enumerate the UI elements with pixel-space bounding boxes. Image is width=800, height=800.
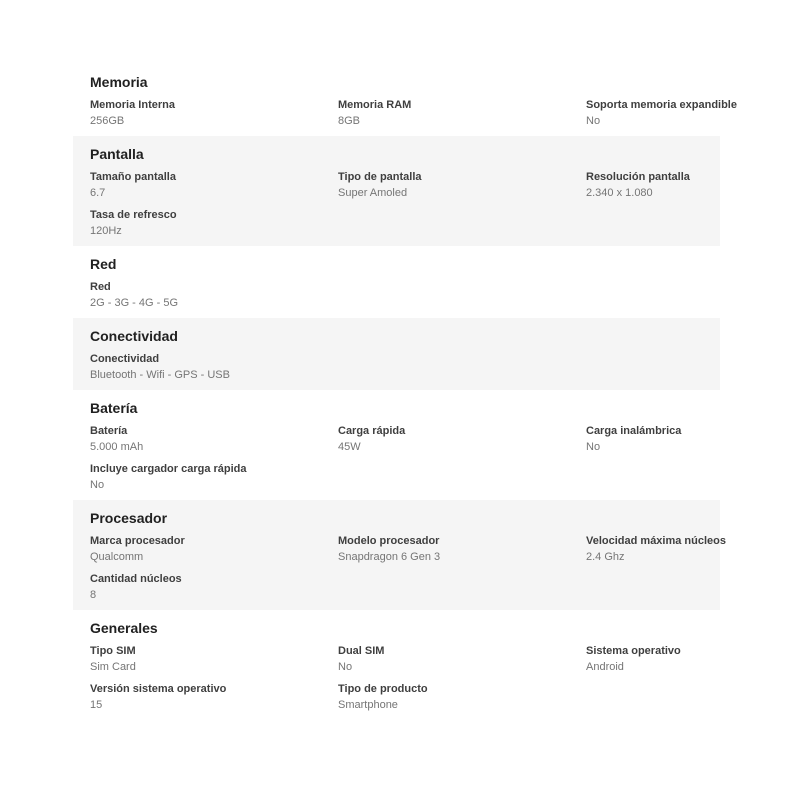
- section-procesador: [73, 500, 727, 610]
- spec-value: Qualcomm: [90, 551, 144, 563]
- section-title-pantalla: Pantalla: [90, 146, 144, 162]
- spec-grid-pantalla: [90, 170, 714, 246]
- spec-label: Tipo SIM: [90, 645, 136, 657]
- spec-conectividad: [90, 352, 338, 382]
- spec-value: 256GB: [90, 115, 125, 127]
- spec-label: Red: [90, 281, 111, 293]
- spec-tipo-pantalla: [338, 170, 586, 200]
- spec-modelo-procesador: [338, 534, 586, 564]
- spec-memoria-expandible: [586, 98, 737, 128]
- spec-label: Soporta memoria expandible: [586, 99, 737, 111]
- section-title-red: Red: [90, 256, 117, 272]
- spec-marca-procesador: [90, 534, 338, 564]
- spec-grid-conectividad: [90, 352, 714, 390]
- spec-carga-rapida: [338, 424, 586, 454]
- product-specs-panel: [73, 64, 737, 720]
- spec-label: Modelo procesador: [338, 535, 440, 547]
- spec-label: Resolución pantalla: [586, 171, 690, 183]
- spec-grid-generales: [90, 644, 714, 720]
- spec-value: 8GB: [338, 115, 361, 127]
- spec-version-sistema-operativo: [90, 682, 338, 712]
- spec-value: Bluetooth - Wifi - GPS - USB: [90, 369, 230, 381]
- spec-resolucion-pantalla: [586, 170, 714, 200]
- spec-memoria-ram: [338, 98, 586, 128]
- spec-label: Cantidad núcleos: [90, 573, 182, 585]
- spec-tamano-pantalla: [90, 170, 338, 200]
- section-title-conectividad: Conectividad: [90, 328, 178, 344]
- section-title-procesador: Procesador: [90, 510, 168, 526]
- spec-value: 15: [90, 699, 103, 711]
- spec-label: Tamaño pantalla: [90, 171, 176, 183]
- spec-value: Sim Card: [90, 661, 136, 673]
- spec-value: No: [338, 661, 353, 673]
- spec-label: Conectividad: [90, 353, 160, 365]
- spec-value: 45W: [338, 441, 361, 453]
- spec-bateria: [90, 424, 338, 454]
- spec-cantidad-nucleos: [90, 572, 338, 602]
- spec-label: Tipo de pantalla: [338, 171, 422, 183]
- spec-velocidad-nucleos: [586, 534, 727, 564]
- section-pantalla: [73, 136, 720, 246]
- spec-label: Carga inalámbrica: [586, 425, 682, 437]
- spec-dual-sim: [338, 644, 586, 674]
- section-generales: [73, 610, 720, 720]
- spec-label: Marca procesador: [90, 535, 185, 547]
- spec-grid-red: [90, 280, 714, 318]
- spec-grid-bateria: [90, 424, 714, 500]
- spec-value: 120Hz: [90, 225, 122, 237]
- spec-label: Dual SIM: [338, 645, 385, 657]
- spec-label: Carga rápida: [338, 425, 406, 437]
- spec-label: Incluye cargador carga rápida: [90, 463, 247, 475]
- section-bateria: [73, 390, 720, 500]
- spec-tipo-producto: [338, 682, 586, 712]
- spec-label: Velocidad máxima núcleos: [586, 535, 727, 547]
- spec-carga-inalambrica: [586, 424, 714, 454]
- spec-value: No: [586, 115, 601, 127]
- spec-tasa-refresco: [90, 208, 338, 238]
- spec-value: Smartphone: [338, 699, 398, 711]
- spec-value: No: [586, 441, 601, 453]
- spec-incluye-cargador: [90, 462, 338, 492]
- section-red: [73, 246, 720, 318]
- spec-value: Snapdragon 6 Gen 3: [338, 551, 441, 563]
- spec-value: 5.000 mAh: [90, 441, 144, 453]
- spec-label: Batería: [90, 425, 128, 437]
- spec-value: 8: [90, 589, 97, 601]
- spec-value: 2.340 x 1.080: [586, 187, 653, 199]
- section-conectividad: [73, 318, 720, 390]
- spec-label: Tasa de refresco: [90, 209, 177, 221]
- spec-label: Memoria Interna: [90, 99, 175, 111]
- spec-value: Android: [586, 661, 624, 673]
- spec-value: Super Amoled: [338, 187, 408, 199]
- spec-label: Versión sistema operativo: [90, 683, 227, 695]
- spec-value: 2G - 3G - 4G - 5G: [90, 297, 179, 309]
- spec-value: No: [90, 479, 105, 491]
- section-title-generales: Generales: [90, 620, 158, 636]
- spec-tipo-sim: [90, 644, 338, 674]
- spec-label: Tipo de producto: [338, 683, 428, 695]
- spec-value: 2.4 Ghz: [586, 551, 625, 563]
- section-memoria: [73, 64, 737, 136]
- section-title-bateria: Batería: [90, 400, 138, 416]
- spec-memoria-interna: [90, 98, 338, 128]
- spec-grid-memoria: [90, 98, 737, 136]
- spec-red: [90, 280, 338, 310]
- spec-label: Sistema operativo: [586, 645, 681, 657]
- spec-value: 6.7: [90, 187, 106, 199]
- spec-grid-procesador: [90, 534, 727, 610]
- section-title-memoria: Memoria: [90, 74, 148, 90]
- spec-sistema-operativo: [586, 644, 714, 674]
- spec-label: Memoria RAM: [338, 99, 412, 111]
